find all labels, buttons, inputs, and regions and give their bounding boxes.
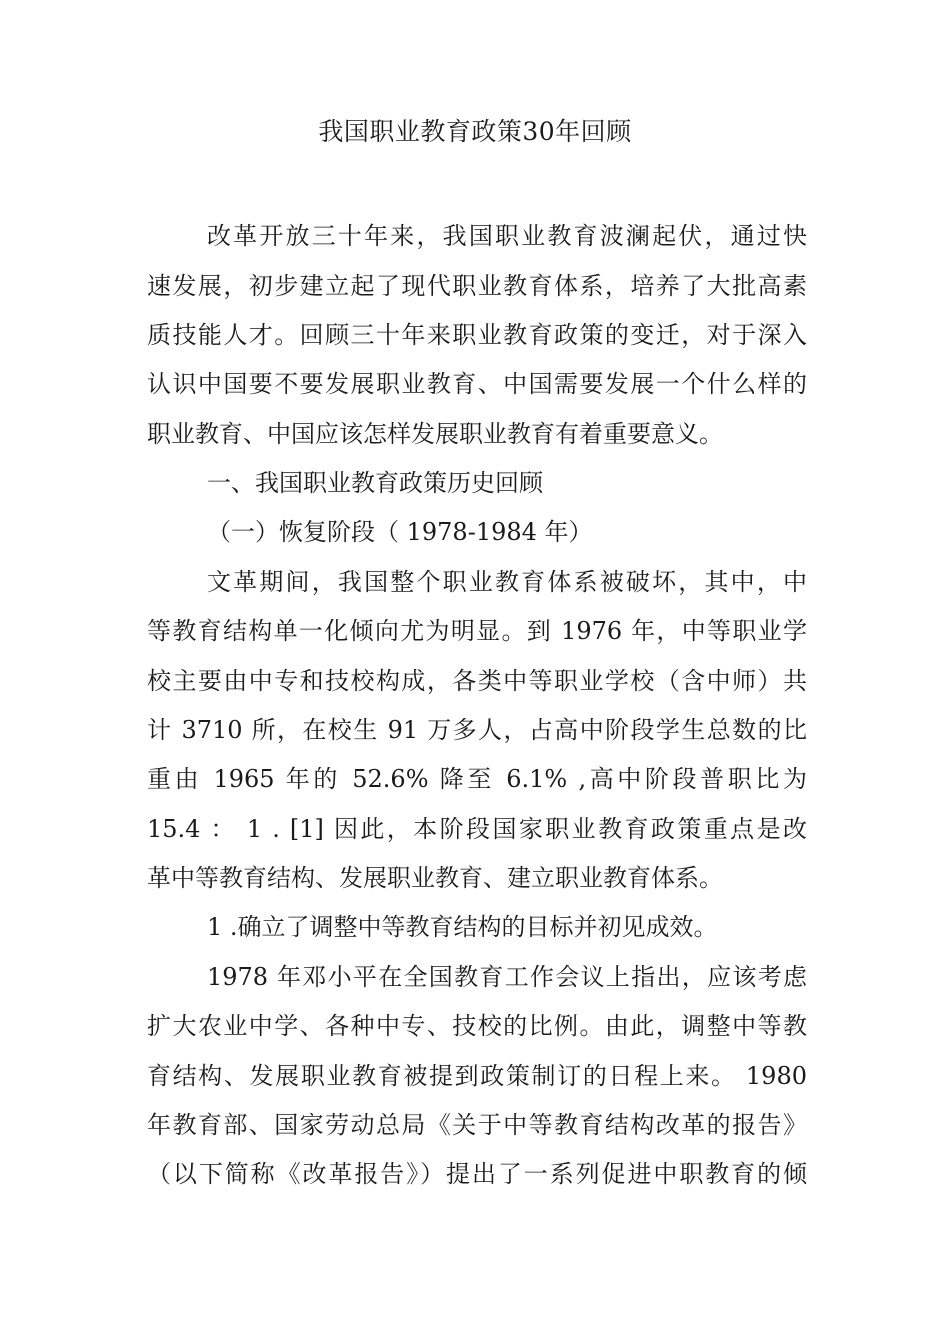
paragraph-line: 等教育结构单一化倾向尤为明显。到 1976 年，中等职业学	[147, 617, 807, 645]
paragraph-line: 文革期间，我国整个职业教育体系被破坏，其中，中	[207, 568, 807, 596]
paragraph-line: 质技能人才。回顾三十年来职业教育政策的变迁，对于深入	[147, 321, 807, 349]
paragraph-line: 革中等教育结构、发展职业教育、建立职业教育体系。	[147, 864, 723, 892]
paragraph-line: 校主要由中专和技校构成，各类中等职业学校（含中师）共	[147, 667, 807, 695]
paragraph-line: 速发展，初步建立起了现代职业教育体系，培养了大批高素	[147, 272, 807, 300]
paragraph-line: 职业教育、中国应该怎样发展职业教育有着重要意义。	[147, 420, 723, 448]
paragraph-line: 改革开放三十年来，我国职业教育波澜起伏，通过快	[207, 222, 807, 250]
paragraph-line: 计 3710 所，在校生 91 万多人，占高中阶段学生总数的比	[147, 716, 807, 744]
paragraph-line: 扩大农业中学、各种中专、技校的比例。由此，调整中等教	[147, 1012, 807, 1040]
section-heading: 一、我国职业教育政策历史回顾	[207, 469, 543, 497]
paragraph-line: （以下简称《改革报告》）提出了一系列促进中职教育的倾	[147, 1160, 807, 1188]
paragraph-line: 1978 年邓小平在全国教育工作会议上指出，应该考虑	[207, 963, 807, 991]
paragraph-line: 年教育部、国家劳动总局《关于中等教育结构改革的报告》	[147, 1111, 807, 1139]
subsection-heading: （一）恢复阶段（ 1978-1984 年）	[207, 518, 593, 546]
document-title: 我国职业教育政策30年回顾	[318, 117, 632, 146]
paragraph-line: 育结构、发展职业教育被提到政策制订的日程上来。 1980	[147, 1062, 807, 1090]
paragraph-line: 15.4 ： 1 . [1] 因此，本阶段国家职业教育政策重点是改	[147, 815, 807, 843]
paragraph-line: 认识中国要不要发展职业教育、中国需要发展一个什么样的	[147, 370, 807, 398]
paragraph-line: 重由 1965 年的 52.6% 降至 6.1% ,高中阶段普职比为	[147, 765, 807, 793]
numbered-heading: 1 .确立了调整中等教育结构的目标并初见成效。	[207, 913, 718, 941]
